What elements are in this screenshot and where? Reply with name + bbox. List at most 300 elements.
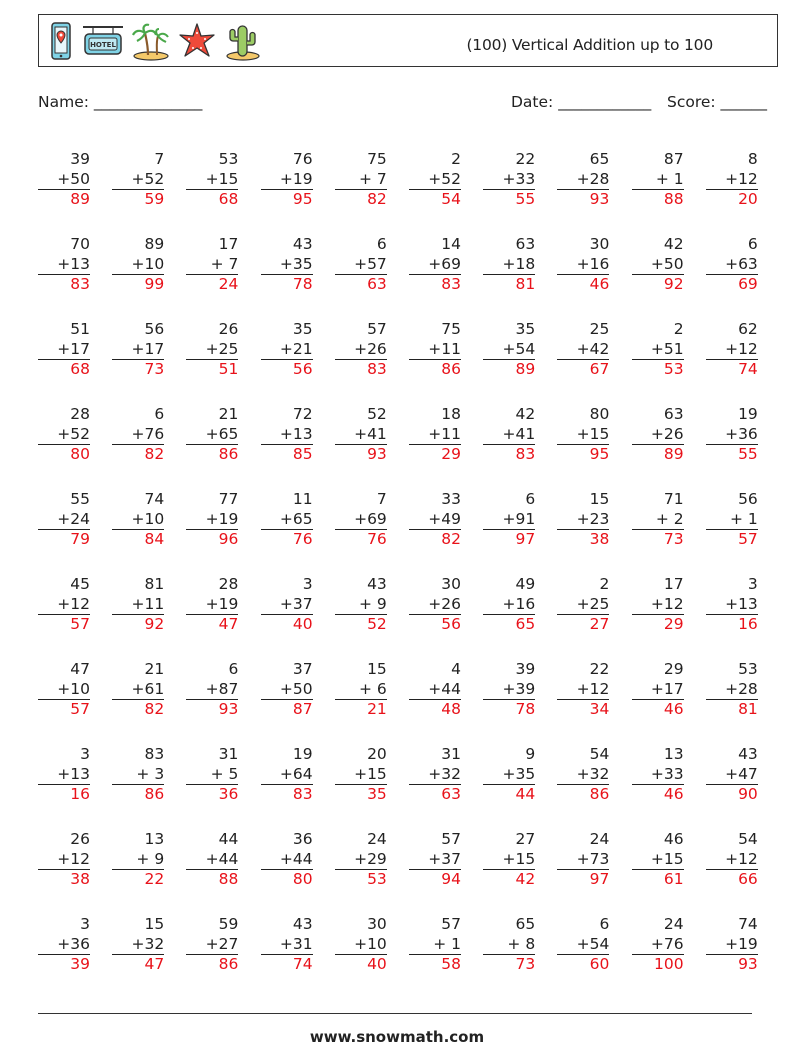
addend-top: 25: [589, 320, 610, 338]
addition-problem: [706, 745, 758, 805]
addend-bottom: +12: [632, 595, 684, 616]
answer: 63: [367, 275, 387, 293]
addend-bottom: +44: [261, 850, 313, 871]
addition-problem: [557, 150, 609, 210]
addition-problem: [557, 745, 609, 805]
addend-bottom: + 9: [335, 595, 387, 616]
addend-bottom: +12: [706, 170, 758, 191]
addend-bottom: +19: [706, 935, 758, 956]
addition-problem: [706, 660, 758, 720]
answer: 55: [515, 190, 536, 208]
phone-location-icon: [47, 21, 75, 61]
hotel-sign-icon: [81, 21, 125, 61]
addend-bottom: +13: [706, 595, 758, 616]
answer: 83: [292, 785, 313, 803]
addend-top: 3: [80, 745, 90, 763]
addend-bottom: +91: [483, 510, 535, 531]
answer: 83: [441, 275, 461, 293]
addend-bottom: +17: [112, 340, 164, 361]
addend-top: 31: [218, 745, 239, 763]
addition-problem: [557, 490, 609, 550]
addend-top: 63: [515, 235, 536, 253]
addend-top: 65: [589, 150, 610, 168]
answer: 93: [738, 955, 758, 973]
addend-top: 57: [441, 830, 461, 848]
answer: 99: [144, 275, 165, 293]
addend-top: 8: [747, 150, 758, 168]
answer: 36: [218, 785, 239, 803]
addend-top: 45: [70, 575, 90, 593]
answer: 84: [144, 530, 165, 548]
addition-problem: [38, 405, 90, 465]
answer: 51: [218, 360, 239, 378]
addend-bottom: +76: [112, 425, 164, 446]
addition-problem: [261, 745, 313, 805]
answer: 52: [367, 615, 387, 633]
answer: 86: [441, 360, 461, 378]
answer: 68: [70, 360, 90, 378]
answer: 87: [292, 700, 313, 718]
addition-problem: [186, 575, 238, 635]
svg-text:HOTEL: HOTEL: [90, 41, 116, 49]
addend-top: 28: [70, 405, 90, 423]
addend-top: 33: [441, 490, 461, 508]
addend-bottom: +21: [261, 340, 313, 361]
score-field: Score: ______: [667, 93, 768, 111]
addend-bottom: +31: [261, 935, 313, 956]
starfish-icon: [177, 21, 217, 61]
addend-top: 15: [367, 660, 387, 678]
addend-bottom: +16: [557, 255, 609, 276]
addend-bottom: +36: [706, 425, 758, 446]
addend-top: 39: [515, 660, 536, 678]
answer: 40: [367, 955, 387, 973]
addend-top: 4: [451, 660, 461, 678]
addition-problem: [632, 745, 684, 805]
addend-top: 89: [144, 235, 165, 253]
addition-problem: [335, 830, 387, 890]
addend-top: 54: [589, 745, 610, 763]
addend-top: 52: [367, 405, 387, 423]
addend-bottom: +41: [335, 425, 387, 446]
addition-problem: [38, 150, 90, 210]
addition-problem: [186, 830, 238, 890]
addition-problem: [261, 660, 313, 720]
addition-problem: [261, 405, 313, 465]
addend-top: 7: [376, 490, 387, 508]
addition-problem: [483, 320, 535, 380]
addition-problem: [706, 915, 758, 975]
addition-problem: [557, 575, 609, 635]
addend-top: 30: [589, 235, 610, 253]
addition-problem: [335, 660, 387, 720]
addend-bottom: +11: [409, 340, 461, 361]
addition-problem: [38, 660, 90, 720]
addend-top: 53: [738, 660, 758, 678]
addition-problem: [632, 235, 684, 295]
addition-problem: [186, 150, 238, 210]
addend-top: 28: [218, 575, 239, 593]
addend-top: 24: [663, 915, 684, 933]
addition-problem: [632, 915, 684, 975]
name-field: Name: ______________: [38, 93, 203, 111]
answer: 93: [589, 190, 610, 208]
answer: 97: [589, 870, 610, 888]
addition-problem: [112, 150, 164, 210]
addend-top: 63: [663, 405, 684, 423]
addition-problem: [409, 320, 461, 380]
addend-top: 80: [589, 405, 610, 423]
answer: 34: [589, 700, 610, 718]
addend-top: 14: [441, 235, 461, 253]
addend-bottom: +10: [38, 680, 90, 701]
addend-bottom: +28: [706, 680, 758, 701]
answer: 58: [441, 955, 461, 973]
answer: 83: [367, 360, 387, 378]
addend-top: 2: [599, 575, 610, 593]
footer-divider: [38, 1013, 752, 1014]
addend-bottom: +10: [335, 935, 387, 956]
addend-top: 6: [228, 660, 239, 678]
addend-bottom: + 7: [335, 170, 387, 191]
answer: 74: [738, 360, 758, 378]
addition-problem: [409, 915, 461, 975]
answer: 82: [441, 530, 461, 548]
addend-bottom: + 1: [706, 510, 758, 531]
answer: 92: [144, 615, 165, 633]
addend-bottom: +19: [261, 170, 313, 191]
addend-top: 17: [663, 575, 684, 593]
addend-bottom: +50: [38, 170, 90, 191]
addend-top: 75: [441, 320, 461, 338]
answer: 79: [70, 530, 90, 548]
addend-top: 39: [70, 150, 90, 168]
addition-problem: [483, 915, 535, 975]
addend-bottom: +35: [483, 765, 535, 786]
addend-top: 26: [218, 320, 239, 338]
addend-top: 43: [292, 915, 313, 933]
addend-top: 21: [218, 405, 239, 423]
addition-problem: [186, 235, 238, 295]
addend-top: 30: [367, 915, 387, 933]
addition-problem: [409, 830, 461, 890]
addend-bottom: +69: [409, 255, 461, 276]
addend-bottom: +10: [112, 510, 164, 531]
addition-problem: [409, 745, 461, 805]
addend-top: 74: [738, 915, 758, 933]
answer: 65: [515, 615, 536, 633]
addend-top: 6: [747, 235, 758, 253]
addend-bottom: +36: [38, 935, 90, 956]
addition-problem: [186, 405, 238, 465]
addition-problem: [261, 830, 313, 890]
addend-bottom: +15: [335, 765, 387, 786]
addition-problem: [409, 490, 461, 550]
addend-top: 13: [663, 745, 684, 763]
addition-problem: [706, 830, 758, 890]
addition-problem: [706, 150, 758, 210]
addend-top: 43: [367, 575, 387, 593]
addend-top: 83: [144, 745, 165, 763]
addend-bottom: +17: [38, 340, 90, 361]
addend-bottom: +51: [632, 340, 684, 361]
addend-bottom: +37: [261, 595, 313, 616]
answer: 16: [70, 785, 90, 803]
addition-problem: [186, 915, 238, 975]
addition-problem: [706, 235, 758, 295]
addend-top: 49: [515, 575, 536, 593]
addend-top: 75: [367, 150, 387, 168]
answer: 66: [738, 870, 758, 888]
worksheet-header: [38, 14, 778, 67]
addend-bottom: +12: [706, 850, 758, 871]
addend-bottom: +76: [632, 935, 684, 956]
addend-bottom: +12: [557, 680, 609, 701]
answer: 61: [663, 870, 684, 888]
answer: 81: [515, 275, 536, 293]
answer: 90: [738, 785, 758, 803]
answer: 88: [663, 190, 684, 208]
answer: 46: [663, 700, 684, 718]
addend-bottom: +13: [261, 425, 313, 446]
addend-bottom: +15: [557, 425, 609, 446]
addend-top: 27: [515, 830, 536, 848]
addition-problem: [632, 830, 684, 890]
answer: 29: [441, 445, 461, 463]
addend-bottom: +13: [38, 255, 90, 276]
addend-bottom: +65: [261, 510, 313, 531]
answer: 56: [441, 615, 461, 633]
addend-top: 31: [441, 745, 461, 763]
addend-bottom: +69: [335, 510, 387, 531]
addend-bottom: +52: [38, 425, 90, 446]
answer: 27: [589, 615, 610, 633]
addend-bottom: + 3: [112, 765, 164, 786]
addition-problem: [38, 575, 90, 635]
addend-bottom: +16: [483, 595, 535, 616]
addition-problem: [632, 660, 684, 720]
answer: 89: [663, 445, 684, 463]
addition-problem: [335, 915, 387, 975]
addend-top: 20: [367, 745, 387, 763]
addend-bottom: + 1: [632, 170, 684, 191]
addition-problem: [483, 150, 535, 210]
answer: 86: [218, 955, 239, 973]
addition-problem: [483, 745, 535, 805]
addend-top: 56: [738, 490, 758, 508]
addend-bottom: +13: [38, 765, 90, 786]
date-field: Date: ____________: [511, 93, 652, 111]
answer: 22: [144, 870, 165, 888]
answer: 56: [292, 360, 313, 378]
answer: 76: [292, 530, 313, 548]
addend-bottom: +10: [112, 255, 164, 276]
addend-bottom: +35: [261, 255, 313, 276]
addend-top: 2: [451, 150, 461, 168]
addend-top: 36: [292, 830, 313, 848]
addend-bottom: +49: [409, 510, 461, 531]
answer: 96: [218, 530, 239, 548]
addition-problem: [557, 405, 609, 465]
addend-top: 74: [144, 490, 165, 508]
addend-top: 46: [663, 830, 684, 848]
answer: 38: [70, 870, 90, 888]
addend-bottom: + 9: [112, 850, 164, 871]
answer: 57: [738, 530, 758, 548]
addend-top: 3: [302, 575, 313, 593]
addition-problem: [557, 830, 609, 890]
addition-problem: [409, 405, 461, 465]
answer: 57: [70, 615, 90, 633]
addend-bottom: +64: [261, 765, 313, 786]
addition-problem: [112, 660, 164, 720]
addition-problem: [186, 745, 238, 805]
answer: 95: [589, 445, 610, 463]
answer: 83: [70, 275, 90, 293]
answer: 16: [738, 615, 758, 633]
answer: 59: [144, 190, 165, 208]
answer: 24: [218, 275, 239, 293]
addition-problem: [632, 150, 684, 210]
addend-top: 44: [218, 830, 239, 848]
addend-bottom: + 2: [632, 510, 684, 531]
addend-top: 42: [515, 405, 536, 423]
addend-top: 42: [663, 235, 684, 253]
addend-bottom: +42: [557, 340, 609, 361]
addend-bottom: + 5: [186, 765, 238, 786]
answer: 53: [367, 870, 387, 888]
addition-problem: [261, 490, 313, 550]
answer: 48: [441, 700, 461, 718]
answer: 63: [441, 785, 461, 803]
addition-problem: [112, 235, 164, 295]
addition-problem: [186, 490, 238, 550]
addition-problem: [483, 235, 535, 295]
answer: 47: [144, 955, 165, 973]
answer: 67: [589, 360, 610, 378]
addend-top: 81: [144, 575, 165, 593]
answer: 40: [292, 615, 313, 633]
addend-bottom: +26: [632, 425, 684, 446]
addition-problem: [409, 235, 461, 295]
addition-problem: [186, 660, 238, 720]
addend-bottom: +18: [483, 255, 535, 276]
addition-problem: [483, 830, 535, 890]
addend-top: 47: [70, 660, 90, 678]
answer: 53: [663, 360, 684, 378]
addition-problem: [38, 490, 90, 550]
addition-problem: [38, 915, 90, 975]
answer: 80: [292, 870, 313, 888]
addend-top: 65: [515, 915, 536, 933]
addend-bottom: +57: [335, 255, 387, 276]
addend-bottom: +17: [632, 680, 684, 701]
addition-problem: [112, 745, 164, 805]
answer: 86: [144, 785, 165, 803]
answer: 54: [441, 190, 461, 208]
addend-top: 7: [154, 150, 165, 168]
addend-bottom: +11: [112, 595, 164, 616]
addend-bottom: +37: [409, 850, 461, 871]
addend-bottom: +19: [186, 510, 238, 531]
addition-problem: [557, 320, 609, 380]
addend-bottom: +12: [706, 340, 758, 361]
addend-top: 76: [292, 150, 313, 168]
answer: 83: [515, 445, 536, 463]
addend-top: 62: [738, 320, 758, 338]
addend-bottom: +73: [557, 850, 609, 871]
answer: 44: [515, 785, 536, 803]
addend-top: 6: [599, 915, 610, 933]
addend-bottom: +12: [38, 850, 90, 871]
answer: 47: [218, 615, 239, 633]
addend-top: 26: [70, 830, 90, 848]
answer: 100: [654, 955, 684, 973]
header-icons: [47, 19, 263, 63]
addition-problem: [261, 320, 313, 380]
addition-problem: [483, 575, 535, 635]
addend-top: 30: [441, 575, 461, 593]
addend-bottom: +15: [483, 850, 535, 871]
addition-problem: [483, 405, 535, 465]
addition-problem: [706, 490, 758, 550]
addition-problem: [483, 660, 535, 720]
addend-top: 22: [515, 150, 536, 168]
addition-problem: [38, 830, 90, 890]
addend-bottom: +28: [557, 170, 609, 191]
answer: 89: [70, 190, 90, 208]
addition-problem: [632, 405, 684, 465]
addend-top: 11: [292, 490, 313, 508]
addend-bottom: +33: [632, 765, 684, 786]
addend-bottom: +26: [409, 595, 461, 616]
addend-bottom: + 8: [483, 935, 535, 956]
addend-top: 54: [738, 830, 758, 848]
addition-problem: [38, 320, 90, 380]
answer: 68: [218, 190, 239, 208]
answer: 46: [663, 785, 684, 803]
addend-bottom: +32: [557, 765, 609, 786]
answer: 85: [292, 445, 313, 463]
addend-bottom: +26: [335, 340, 387, 361]
addend-top: 57: [367, 320, 387, 338]
addition-problem: [706, 405, 758, 465]
answer: 35: [367, 785, 387, 803]
addition-problem: [261, 575, 313, 635]
addend-top: 43: [292, 235, 313, 253]
addend-bottom: +25: [186, 340, 238, 361]
addend-top: 2: [673, 320, 684, 338]
answer: 88: [218, 870, 239, 888]
addend-bottom: + 6: [335, 680, 387, 701]
addend-top: 22: [589, 660, 610, 678]
addend-top: 6: [525, 490, 536, 508]
addition-problem: [261, 235, 313, 295]
addition-problem: [706, 320, 758, 380]
addend-bottom: + 7: [186, 255, 238, 276]
worksheet-title: (100) Vertical Addition up to 100: [466, 36, 713, 54]
addend-top: 13: [144, 830, 165, 848]
addend-top: 72: [292, 405, 313, 423]
addend-top: 53: [218, 150, 239, 168]
addend-bottom: +47: [706, 765, 758, 786]
addend-top: 17: [218, 235, 239, 253]
answer: 93: [367, 445, 387, 463]
answer: 86: [589, 785, 610, 803]
addend-bottom: +52: [409, 170, 461, 191]
answer: 80: [70, 445, 90, 463]
answer: 95: [292, 190, 313, 208]
